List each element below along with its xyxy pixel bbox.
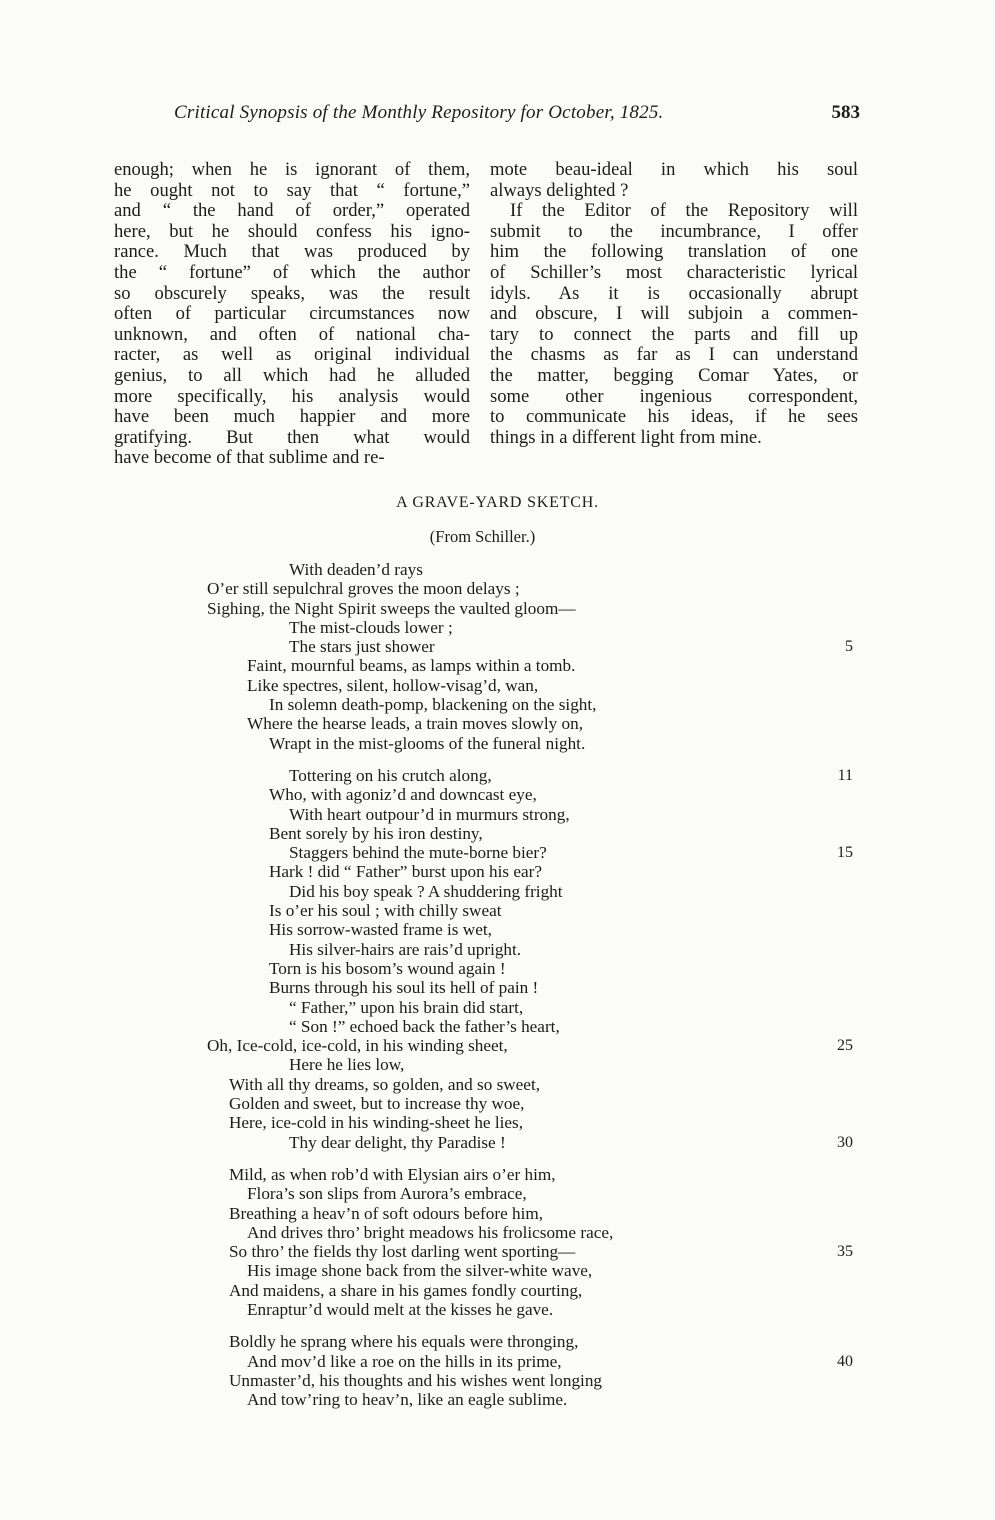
poem-line-text: Torn is his bosom’s wound again ! <box>269 958 506 978</box>
poem-line-text: In solemn death-pomp, blackening on the sight, <box>269 695 597 715</box>
poem-line <box>0 1036 995 1055</box>
poem-line <box>0 560 995 579</box>
line-number: 11 <box>837 766 853 784</box>
poem-line-text: “ Son !” echoed back the father’s heart, <box>289 1016 560 1036</box>
text-line: If the Editor of the Repository will <box>510 200 858 222</box>
stanza <box>0 560 995 753</box>
poem-line <box>0 785 995 804</box>
poem-line <box>0 805 995 824</box>
poem-line <box>0 901 995 920</box>
poem-line <box>0 579 995 598</box>
poem-line <box>0 1261 995 1280</box>
poem-line <box>0 1371 995 1390</box>
poem-title: A GRAVE-YARD SKETCH. <box>396 494 599 511</box>
poem-line-text: Is o’er his soul ; with chilly sweat <box>269 901 502 921</box>
poem-line <box>0 978 995 997</box>
poem-line <box>0 1352 995 1371</box>
poem-line <box>0 1075 995 1094</box>
poem-line-text: His image shone back from the silver-white wave, <box>247 1261 593 1281</box>
line-number: 35 <box>837 1243 853 1261</box>
poem-line <box>0 1184 995 1203</box>
text-line: always delighted ? <box>490 179 629 201</box>
poem-line-text: Mild, as when rob’d with Elysian airs o’er him, <box>229 1164 556 1184</box>
poem-line-text: Golden and sweet, but to increase thy woe, <box>229 1094 525 1114</box>
poem-line-text: Enraptur’d would melt at the kisses he gave. <box>247 1299 554 1319</box>
poem-line-text: O’er still sepulchral groves the moon delays ; <box>207 579 520 599</box>
poem-line-text: Sighing, the Night Spirit sweeps the vaulted gloom— <box>207 598 576 618</box>
poem-line-text: The mist-clouds lower ; <box>289 617 453 637</box>
poem-line <box>0 998 995 1017</box>
poem-line <box>0 1017 995 1036</box>
text-line: him the following translation of one <box>490 241 858 263</box>
text-line: rance. Much that was produced by <box>114 241 470 263</box>
text-line: enough; when he is ignorant of them, <box>114 159 470 180</box>
poem-line-text: “ Father,” upon his brain did start, <box>289 997 524 1017</box>
poem-line-text: Hark ! did “ Father” burst upon his ear? <box>269 862 543 882</box>
stanza <box>0 766 995 1152</box>
left-column <box>114 160 470 469</box>
poem-line-text: The stars just shower <box>289 637 435 657</box>
poem-line-text: Bent sorely by his iron destiny, <box>269 823 483 843</box>
poem-line-text: Breathing a heav’n of soft odours before him, <box>229 1203 544 1223</box>
poem-line-text: Wrapt in the mist-glooms of the funeral night. <box>269 733 586 753</box>
poem-line-text: Oh, Ice-cold, ice-cold, in his winding sheet, <box>207 1036 508 1056</box>
line-number: 40 <box>837 1352 853 1370</box>
text-line: more specifically, his analysis would <box>114 385 470 407</box>
poem-line-text: Unmaster’d, his thoughts and his wishes went longing <box>229 1370 603 1390</box>
text-line: genius, to all which had he alluded <box>114 364 470 386</box>
poem-line-text: With all thy dreams, so golden, and so sweet, <box>229 1074 541 1094</box>
poem-line <box>0 1133 995 1152</box>
poem-line-text: Where the hearse leads, a train moves slowly on, <box>247 714 583 734</box>
poem-line <box>0 1281 995 1300</box>
poem-line-text: Tottering on his crutch along, <box>289 765 492 785</box>
text-line: often of particular circumstances now <box>114 303 470 325</box>
text-line: here, but he should confess his igno- <box>114 220 470 242</box>
poem-line-text: Thy dear delight, thy Paradise ! <box>289 1132 506 1152</box>
poem-line <box>0 843 995 862</box>
poem-line <box>0 734 995 753</box>
poem-line-text: And drives thro’ bright meadows his frolicsome race, <box>247 1222 614 1242</box>
running-title: Critical Synopsis of the Monthly Repository for October, 1825. <box>174 102 664 123</box>
text-line: he ought not to say that “ fortune,” <box>114 179 470 201</box>
line-number: 30 <box>837 1133 853 1151</box>
text-line: and obscure, I will subjoin a commen- <box>490 303 858 325</box>
stanza-gap <box>0 1319 995 1332</box>
poem-line <box>0 618 995 637</box>
poem-line <box>0 862 995 881</box>
poem-line <box>0 1332 995 1351</box>
line-number: 5 <box>845 638 853 656</box>
text-line: some other ingenious correspondent, <box>490 385 858 407</box>
text-line: tary to connect the parts and fill up <box>490 323 858 345</box>
text-line: the chasms as far as I can understand <box>490 344 858 366</box>
poem-line-text: So thro’ the fields thy lost darling went sporting— <box>229 1242 576 1262</box>
poem-line <box>0 1300 995 1319</box>
right-column <box>490 160 858 448</box>
text-line: idyls. As it is occasionally abrupt <box>490 282 858 304</box>
poem-line <box>0 1055 995 1074</box>
text-line: submit to the incumbrance, I offer <box>490 220 858 242</box>
text-line: the “ fortune” of which the author <box>114 261 470 283</box>
poem-line-text: And mov’d like a roe on the hills in its prime, <box>247 1351 562 1371</box>
poem-body <box>0 560 995 1409</box>
text-line: the matter, begging Comar Yates, or <box>490 364 858 386</box>
poem-line-text: And tow’ring to heav’n, like an eagle sublime. <box>247 1390 568 1410</box>
poem-line <box>0 940 995 959</box>
poem-line-text: Boldly he sprang where his equals were thronging, <box>229 1332 579 1352</box>
text-line: things in a different light from mine. <box>490 426 762 448</box>
line-number: 25 <box>837 1037 853 1055</box>
poem-line <box>0 637 995 656</box>
poem-line-text: Staggers behind the mute-borne bier? <box>289 843 547 863</box>
poem-line-text: Faint, mournful beams, as lamps within a tomb. <box>247 656 576 676</box>
poem-line-text: With deaden’d rays <box>289 560 423 579</box>
poem-line-text: Did his boy speak ? A shuddering fright <box>289 881 563 901</box>
poem-line <box>0 1223 995 1242</box>
line-number: 15 <box>837 844 853 862</box>
stanza <box>0 1332 995 1409</box>
poem-subtitle: (From Schiller.) <box>429 527 536 546</box>
poem-line-text: Here he lies low, <box>289 1055 405 1075</box>
text-line: so obscurely speaks, was the result <box>114 282 470 304</box>
poem-line-text: Burns through his soul its hell of pain ! <box>269 978 539 998</box>
poem-line <box>0 882 995 901</box>
poem-line-text: Flora’s son slips from Aurora’s embrace, <box>247 1184 527 1204</box>
poem-line <box>0 1113 995 1132</box>
poem-line-text: Here, ice-cold in his winding-sheet he lies, <box>229 1113 524 1133</box>
poem-line <box>0 1165 995 1184</box>
text-line: of Schiller’s most characteristic lyrical <box>490 261 858 283</box>
stanza-gap <box>0 753 995 766</box>
poem-line <box>0 959 995 978</box>
stanza <box>0 1165 995 1319</box>
poem-line <box>0 695 995 714</box>
text-line: have become of that sublime and re- <box>114 447 385 469</box>
poem-line-text: Who, with agoniz’d and downcast eye, <box>269 785 537 805</box>
poem-line <box>0 766 995 785</box>
poem-line <box>0 1242 995 1261</box>
page-header <box>110 102 860 132</box>
text-line: to communicate his ideas, if he sees <box>490 406 858 428</box>
text-line: have been much happier and more <box>114 406 470 428</box>
poem-line-text: His sorrow-wasted frame is wet, <box>269 920 492 940</box>
poem-line-text: His silver-hairs are rais’d upright. <box>289 939 522 959</box>
text-line: gratifying. But then what would <box>114 426 470 448</box>
poem-line-text: And maidens, a share in his games fondly courting, <box>229 1280 583 1300</box>
text-line: racter, as well as original individual <box>114 344 470 366</box>
poem-line <box>0 920 995 939</box>
poem-line-text: Like spectres, silent, hollow-visag’d, wan, <box>247 675 539 695</box>
poem-line <box>0 824 995 843</box>
poem-line <box>0 656 995 675</box>
stanza-gap <box>0 1152 995 1165</box>
poem-line <box>0 1390 995 1409</box>
text-line: and “ the hand of order,” operated <box>114 200 470 222</box>
poem-line <box>0 714 995 733</box>
poem-line-text: With heart outpour’d in murmurs strong, <box>289 804 570 824</box>
poem-line <box>0 676 995 695</box>
text-line: unknown, and often of national cha- <box>114 323 470 345</box>
page-number: 583 <box>831 102 860 123</box>
poem-line <box>0 599 995 618</box>
text-line: mote beau-ideal in which his soul <box>490 159 858 180</box>
poem-line <box>0 1204 995 1223</box>
poem-line <box>0 1094 995 1113</box>
